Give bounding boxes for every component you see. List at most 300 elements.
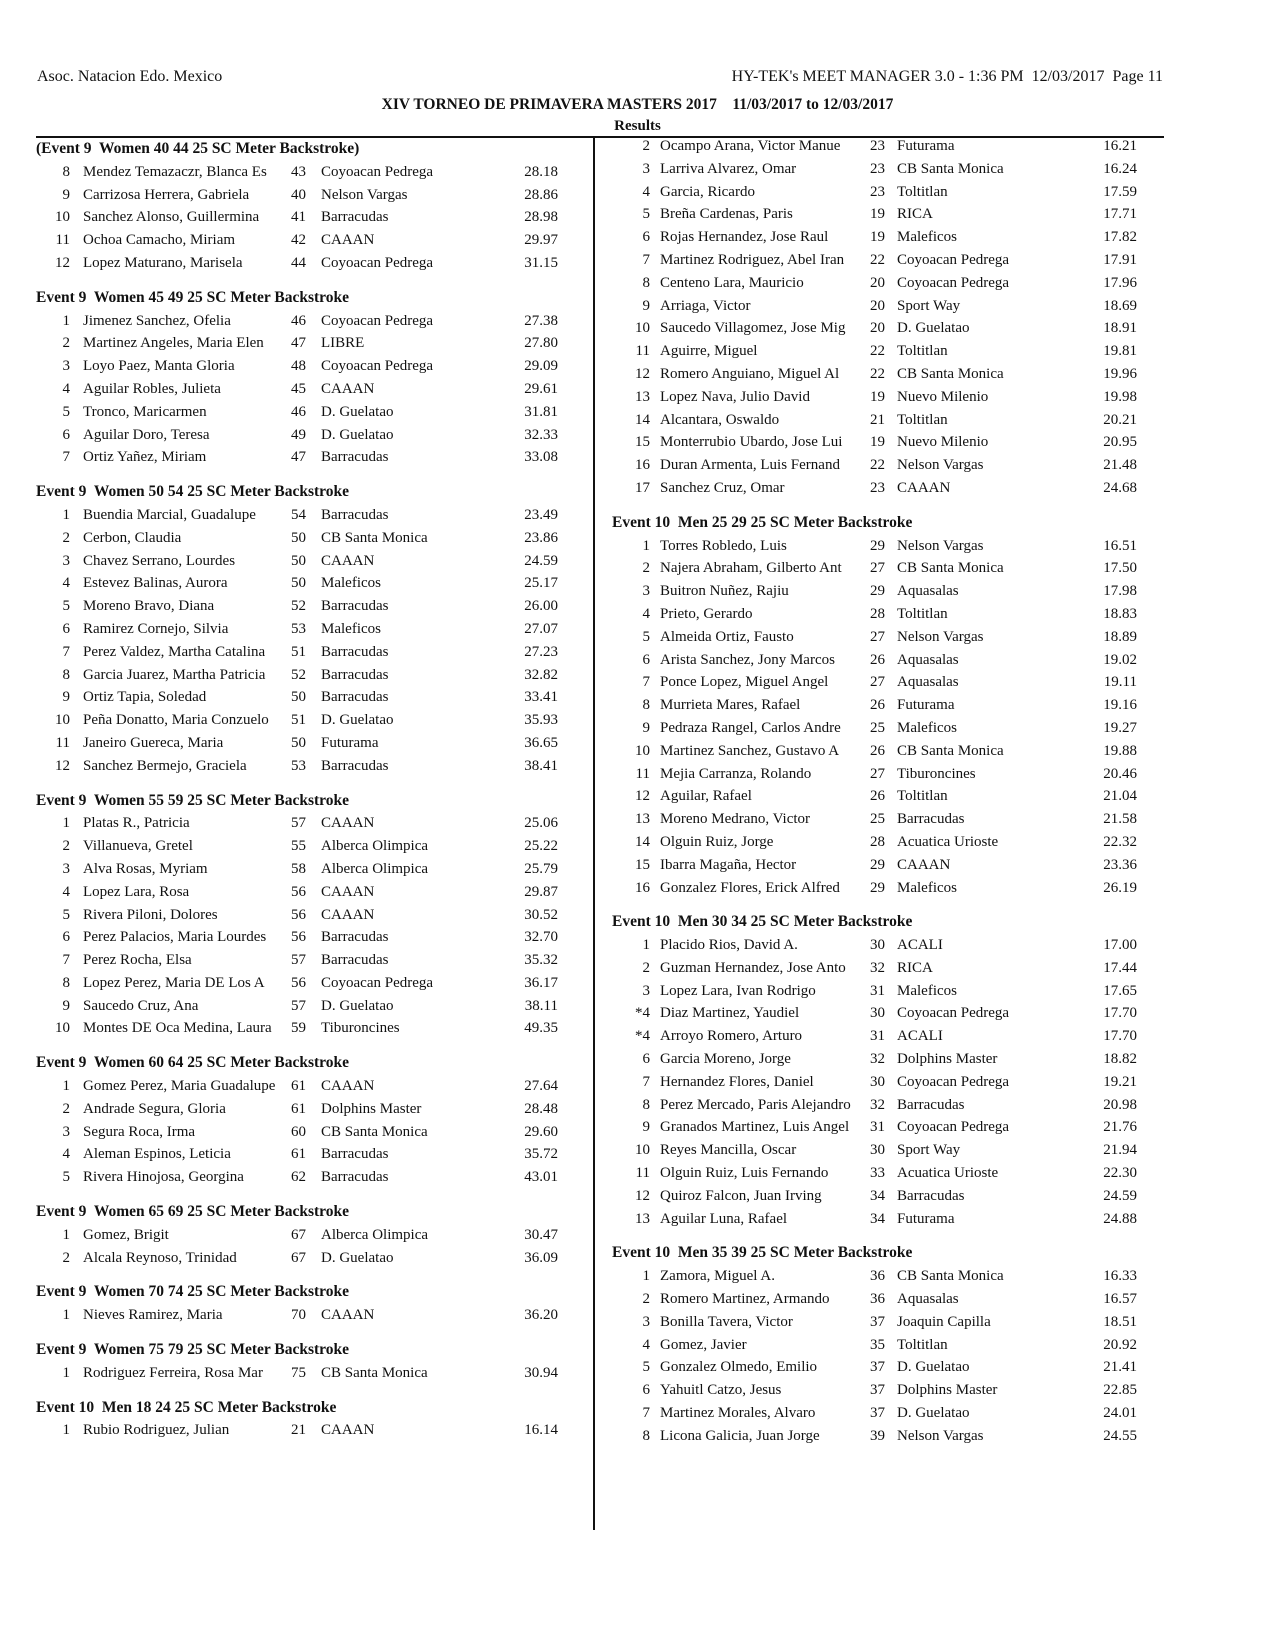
team: Nelson Vargas	[897, 457, 984, 474]
swimmer-name: Aguilar Luna, Rafael	[660, 1210, 788, 1227]
age: 27	[870, 560, 885, 577]
swimmer-name: Perez Mercado, Paris Alejandro	[660, 1096, 851, 1113]
age: 50	[291, 529, 306, 546]
swimmer-name: Ponce Lopez, Miguel Angel	[660, 674, 829, 691]
result-row	[612, 808, 1152, 831]
place: 2	[62, 838, 70, 855]
age: 70	[291, 1307, 306, 1324]
place: 6	[642, 1051, 650, 1068]
event-title: Event 9 Women 45 49 25 SC Meter Backstroke	[36, 288, 349, 306]
time: 16.57	[1103, 1291, 1137, 1308]
team: ACALI	[897, 937, 943, 954]
team: Aquasalas	[897, 583, 959, 600]
team: Barracudas	[897, 1187, 965, 1204]
age: 29	[870, 583, 885, 600]
place: 1	[62, 815, 70, 832]
result-row	[36, 446, 586, 469]
time: 17.98	[1103, 583, 1137, 600]
age: 37	[870, 1405, 885, 1422]
time: 19.96	[1103, 365, 1137, 382]
time: 36.17	[524, 974, 558, 991]
swimmer-name: Romero Martinez, Armando	[660, 1291, 830, 1308]
age: 51	[291, 712, 306, 729]
place: 17	[635, 479, 650, 496]
age: 56	[291, 906, 306, 923]
place: 2	[62, 529, 70, 546]
team: D. Guelatao	[321, 997, 394, 1014]
team: CB Santa Monica	[897, 1268, 1004, 1285]
age: 46	[291, 312, 306, 329]
place: 1	[642, 937, 650, 954]
age: 37	[870, 1359, 885, 1376]
time: 19.27	[1103, 719, 1137, 736]
team: Acuatica Urioste	[897, 833, 999, 850]
age: 35	[870, 1336, 885, 1353]
time: 20.92	[1103, 1336, 1137, 1353]
swimmer-name: Ortiz Tapia, Soledad	[83, 689, 207, 706]
result-row	[612, 181, 1152, 204]
swimmer-name: Tronco, Maricarmen	[83, 403, 207, 420]
swimmer-name: Martinez Rodriguez, Abel Iran	[660, 251, 845, 268]
age: 26	[870, 788, 885, 805]
result-row	[36, 972, 586, 995]
age: 75	[291, 1364, 306, 1381]
event-title: Event 9 Women 65 69 25 SC Meter Backstroke	[36, 1203, 349, 1221]
age: 36	[870, 1291, 885, 1308]
place: 3	[62, 552, 70, 569]
age: 27	[870, 674, 885, 691]
time: 35.93	[524, 712, 558, 729]
place: 7	[642, 251, 650, 268]
time: 30.47	[524, 1226, 558, 1243]
time: 24.59	[1103, 1187, 1137, 1204]
age: 59	[291, 1020, 306, 1037]
result-row	[612, 1002, 1152, 1025]
place: 7	[642, 1405, 650, 1422]
place: 2	[62, 1100, 70, 1117]
event-section	[36, 1339, 586, 1385]
result-row	[36, 504, 586, 527]
time: 19.11	[1103, 674, 1137, 691]
age: 55	[291, 838, 306, 855]
team: Maleficos	[897, 719, 957, 736]
age: 30	[870, 1142, 885, 1159]
time: 22.85	[1103, 1382, 1137, 1399]
team: Barracudas	[321, 1146, 389, 1163]
time: 24.59	[524, 552, 558, 569]
swimmer-name: Guzman Hernandez, Jose Anto	[660, 959, 846, 976]
place: 15	[635, 856, 650, 873]
place: 5	[62, 598, 70, 615]
place: 7	[642, 1073, 650, 1090]
event-title: Event 10 Men 30 34 25 SC Meter Backstroke	[612, 913, 913, 931]
team: ACALI	[897, 1028, 943, 1045]
place: 1	[62, 1078, 70, 1095]
time: 17.59	[1103, 183, 1137, 200]
time: 21.76	[1103, 1119, 1137, 1136]
time: 38.11	[524, 997, 558, 1014]
time: 17.70	[1103, 1005, 1137, 1022]
result-row	[612, 295, 1152, 318]
place: 8	[62, 163, 70, 180]
place: 3	[642, 160, 650, 177]
time: 35.72	[524, 1146, 558, 1163]
result-row	[612, 1265, 1152, 1288]
place: 3	[642, 583, 650, 600]
time: 18.83	[1103, 605, 1137, 622]
swimmer-name: Saucedo Villagomez, Jose Mig	[660, 320, 846, 337]
place: 2	[62, 335, 70, 352]
place: 1	[62, 1226, 70, 1243]
place: 12	[635, 1187, 650, 1204]
team: Coyoacan Pedrega	[321, 312, 434, 329]
column-divider	[593, 136, 595, 1530]
result-row	[612, 580, 1152, 603]
age: 57	[291, 815, 306, 832]
result-row	[36, 641, 586, 664]
swimmer-name: Rojas Hernandez, Jose Raul	[660, 229, 829, 246]
team: CB Santa Monica	[897, 560, 1004, 577]
swimmer-name: Gonzalez Olmedo, Emilio	[660, 1359, 818, 1376]
age: 34	[870, 1187, 885, 1204]
age: 19	[870, 434, 885, 451]
time: 27.07	[524, 620, 558, 637]
age: 22	[870, 457, 885, 474]
place: 16	[635, 879, 650, 896]
team: CAAAN	[321, 1422, 375, 1439]
swimmer-name: Gonzalez Flores, Erick Alfred	[660, 879, 840, 896]
time: 28.98	[524, 209, 558, 226]
swimmer-name: Sanchez Cruz, Omar	[660, 479, 785, 496]
age: 29	[870, 537, 885, 554]
time: 25.06	[524, 815, 558, 832]
age: 37	[870, 1313, 885, 1330]
time: 20.95	[1103, 434, 1137, 451]
result-row	[612, 454, 1152, 477]
age: 47	[291, 449, 306, 466]
place: 8	[642, 1427, 650, 1444]
result-row	[36, 1098, 586, 1121]
place: 10	[635, 320, 650, 337]
result-row	[612, 980, 1152, 1003]
event-section	[36, 1397, 586, 1443]
time: 27.38	[524, 312, 558, 329]
team: CAAAN	[321, 380, 375, 397]
age: 26	[870, 742, 885, 759]
swimmer-name: Arista Sanchez, Jony Marcos	[660, 651, 835, 668]
age: 57	[291, 952, 306, 969]
team: Barracudas	[321, 952, 389, 969]
place: 4	[62, 1146, 70, 1163]
age: 43	[291, 163, 306, 180]
place: 13	[635, 1210, 650, 1227]
result-row	[36, 252, 586, 275]
age: 32	[870, 1051, 885, 1068]
age: 32	[870, 1096, 885, 1113]
result-row	[612, 1048, 1152, 1071]
age: 40	[291, 186, 306, 203]
swimmer-name: Peña Donatto, Maria Conzuelo	[83, 712, 269, 729]
swimmer-name: Alcala Reynoso, Trinidad	[83, 1249, 237, 1266]
place: 4	[642, 183, 650, 200]
team: D. Guelatao	[321, 1249, 394, 1266]
time: 23.36	[1103, 856, 1137, 873]
place: 1	[62, 506, 70, 523]
swimmer-name: Romero Anguiano, Miguel Al	[660, 365, 840, 382]
swimmer-name: Alva Rosas, Myriam	[83, 860, 208, 877]
event-section	[36, 790, 586, 1041]
result-row	[36, 709, 586, 732]
age: 28	[870, 605, 885, 622]
team: D. Guelatao	[897, 1359, 970, 1376]
result-row	[612, 763, 1152, 786]
result-row	[612, 1116, 1152, 1139]
result-row	[36, 1143, 586, 1166]
swimmer-name: Arriaga, Victor	[660, 297, 751, 314]
place: 1	[642, 1268, 650, 1285]
place: 9	[62, 689, 70, 706]
place: 1	[62, 1364, 70, 1381]
age: 25	[870, 811, 885, 828]
place: 2	[642, 138, 650, 154]
team: Nuevo Milenio	[897, 388, 989, 405]
team: D. Guelatao	[321, 712, 394, 729]
team: CAAAN	[321, 815, 375, 832]
swimmer-name: Jimenez Sanchez, Ofelia	[83, 312, 231, 329]
time: 49.35	[524, 1020, 558, 1037]
place: 6	[642, 229, 650, 246]
place: 9	[642, 719, 650, 736]
time: 29.61	[524, 380, 558, 397]
result-row	[612, 431, 1152, 454]
swimmer-name: Olguin Ruiz, Luis Fernando	[660, 1165, 829, 1182]
swimmer-name: Aguilar, Rafael	[660, 788, 752, 805]
team: Maleficos	[897, 229, 957, 246]
result-row	[612, 1311, 1152, 1334]
swimmer-name: Ibarra Magaña, Hector	[660, 856, 797, 873]
age: 33	[870, 1165, 885, 1182]
swimmer-name: Hernandez Flores, Daniel	[660, 1073, 814, 1090]
swimmer-name: Prieto, Gerardo	[660, 605, 753, 622]
result-row	[36, 595, 586, 618]
place: 10	[635, 742, 650, 759]
result-row	[36, 755, 586, 778]
age: 54	[291, 506, 306, 523]
swimmer-name: Rivera Piloni, Dolores	[83, 906, 218, 923]
time: 22.30	[1103, 1165, 1137, 1182]
swimmer-name: Garcia Moreno, Jorge	[660, 1051, 791, 1068]
team: D. Guelatao	[897, 320, 970, 337]
team: Alberca Olimpica	[321, 1226, 429, 1243]
age: 19	[870, 229, 885, 246]
place: 9	[642, 1119, 650, 1136]
age: 52	[291, 598, 306, 615]
age: 21	[291, 1422, 306, 1439]
time: 21.48	[1103, 457, 1137, 474]
team: Barracudas	[321, 757, 389, 774]
place: 10	[55, 712, 70, 729]
swimmer-name: Ramirez Cornejo, Silvia	[83, 620, 229, 637]
team: Futurama	[897, 138, 955, 154]
team: Barracudas	[897, 1096, 965, 1113]
result-row	[612, 1025, 1152, 1048]
place: 2	[642, 959, 650, 976]
time: 17.71	[1103, 206, 1137, 223]
team: RICA	[897, 959, 933, 976]
place: 1	[62, 1422, 70, 1439]
result-row	[36, 1419, 586, 1442]
place: 12	[635, 788, 650, 805]
time: 31.81	[524, 403, 558, 420]
time: 35.32	[524, 952, 558, 969]
age: 23	[870, 479, 885, 496]
age: 53	[291, 757, 306, 774]
result-row	[36, 812, 586, 835]
result-row	[612, 831, 1152, 854]
event-title: Event 10 Men 25 29 25 SC Meter Backstroke	[612, 513, 913, 531]
team: Coyoacan Pedrega	[897, 1119, 1010, 1136]
swimmer-name: Bonilla Tavera, Victor	[660, 1313, 793, 1330]
place: 8	[642, 697, 650, 714]
time: 24.01	[1103, 1405, 1137, 1422]
age: 67	[291, 1226, 306, 1243]
place: 5	[642, 628, 650, 645]
team: CB Santa Monica	[897, 742, 1004, 759]
swimmer-name: Mendez Temazaczr, Blanca Es	[83, 163, 267, 180]
age: 21	[870, 411, 885, 428]
result-row	[612, 340, 1152, 363]
result-row	[36, 618, 586, 641]
place: 10	[55, 1020, 70, 1037]
result-row	[612, 477, 1152, 500]
event-section	[36, 138, 586, 275]
place: 4	[62, 575, 70, 592]
result-row	[612, 1379, 1152, 1402]
result-row	[612, 740, 1152, 763]
swimmer-name: Aleman Espinos, Leticia	[83, 1146, 231, 1163]
result-row	[612, 1356, 1152, 1379]
result-row	[36, 1166, 586, 1189]
result-row	[612, 626, 1152, 649]
age: 29	[870, 856, 885, 873]
team: Toltitlan	[897, 411, 948, 428]
time: 19.16	[1103, 697, 1137, 714]
team: Dolphins Master	[321, 1100, 422, 1117]
team: Toltitlan	[897, 343, 948, 360]
result-row	[612, 649, 1152, 672]
left-column	[36, 138, 586, 1442]
time: 19.88	[1103, 742, 1137, 759]
place: 7	[62, 449, 70, 466]
result-row	[612, 409, 1152, 432]
time: 18.51	[1103, 1313, 1137, 1330]
team: Nuevo Milenio	[897, 434, 989, 451]
place: 3	[642, 982, 650, 999]
time: 17.50	[1103, 560, 1137, 577]
team: Toltitlan	[897, 183, 948, 200]
time: 23.49	[524, 506, 558, 523]
age: 56	[291, 974, 306, 991]
result-row	[36, 184, 586, 207]
team: Joaquin Capilla	[897, 1313, 991, 1330]
result-row	[612, 272, 1152, 295]
place: 11	[55, 232, 70, 249]
result-row	[612, 226, 1152, 249]
time: 24.68	[1103, 479, 1137, 496]
age: 31	[870, 982, 885, 999]
team: Coyoacan Pedrega	[897, 274, 1010, 291]
swimmer-name: Martinez Sanchez, Gustavo A	[660, 742, 840, 759]
time: 21.04	[1103, 788, 1137, 805]
age: 50	[291, 689, 306, 706]
team: Barracudas	[321, 689, 389, 706]
swimmer-name: Aguilar Robles, Julieta	[83, 380, 221, 397]
age: 42	[291, 232, 306, 249]
results-heading: Results	[614, 118, 661, 134]
team: Barracudas	[321, 929, 389, 946]
age: 39	[870, 1427, 885, 1444]
right-column	[612, 138, 1152, 1448]
swimmer-name: Torres Robledo, Luis	[660, 537, 787, 554]
place: *4	[635, 1005, 650, 1022]
result-row	[612, 158, 1152, 181]
swimmer-name: Lopez Maturano, Marisela	[83, 254, 243, 271]
team: Alberca Olimpica	[321, 838, 429, 855]
result-row	[612, 1288, 1152, 1311]
swimmer-name: Yahuitl Catzo, Jesus	[660, 1382, 782, 1399]
result-row	[36, 310, 586, 333]
time: 16.24	[1103, 160, 1137, 177]
result-row	[36, 1224, 586, 1247]
time: 16.14	[524, 1422, 558, 1439]
time: 27.23	[524, 643, 558, 660]
swimmer-name: Moreno Bravo, Diana	[83, 598, 215, 615]
place: 5	[642, 206, 650, 223]
team: Barracudas	[321, 506, 389, 523]
place: 8	[62, 974, 70, 991]
time: 18.82	[1103, 1051, 1137, 1068]
place: 4	[62, 380, 70, 397]
team: Maleficos	[321, 620, 381, 637]
place: 12	[55, 254, 70, 271]
age: 34	[870, 1210, 885, 1227]
place: 10	[635, 1142, 650, 1159]
result-row	[612, 1162, 1152, 1185]
place: 14	[635, 411, 650, 428]
place: 5	[62, 906, 70, 923]
event-title: Event 9 Women 60 64 25 SC Meter Backstroke	[36, 1054, 349, 1072]
swimmer-name: Ortiz Yañez, Miriam	[83, 449, 207, 466]
team: Coyoacan Pedrega	[321, 254, 434, 271]
time: 20.21	[1103, 411, 1137, 428]
swimmer-name: Ochoa Camacho, Miriam	[83, 232, 236, 249]
result-row	[612, 1425, 1152, 1448]
time: 33.08	[524, 449, 558, 466]
swimmer-name: Lopez Lara, Ivan Rodrigo	[660, 982, 816, 999]
result-row	[36, 1017, 586, 1040]
event-title: Event 10 Men 35 39 25 SC Meter Backstroke	[612, 1244, 913, 1262]
place: 13	[635, 388, 650, 405]
result-row	[612, 1208, 1152, 1231]
swimmer-name: Andrade Segura, Gloria	[83, 1100, 226, 1117]
swimmer-name: Zamora, Miguel A.	[660, 1268, 775, 1285]
time: 28.86	[524, 186, 558, 203]
swimmer-name: Nieves Ramirez, Maria	[83, 1307, 223, 1324]
age: 48	[291, 358, 306, 375]
swimmer-name: Segura Roca, Irma	[83, 1123, 196, 1140]
time: 30.94	[524, 1364, 558, 1381]
time: 36.09	[524, 1249, 558, 1266]
